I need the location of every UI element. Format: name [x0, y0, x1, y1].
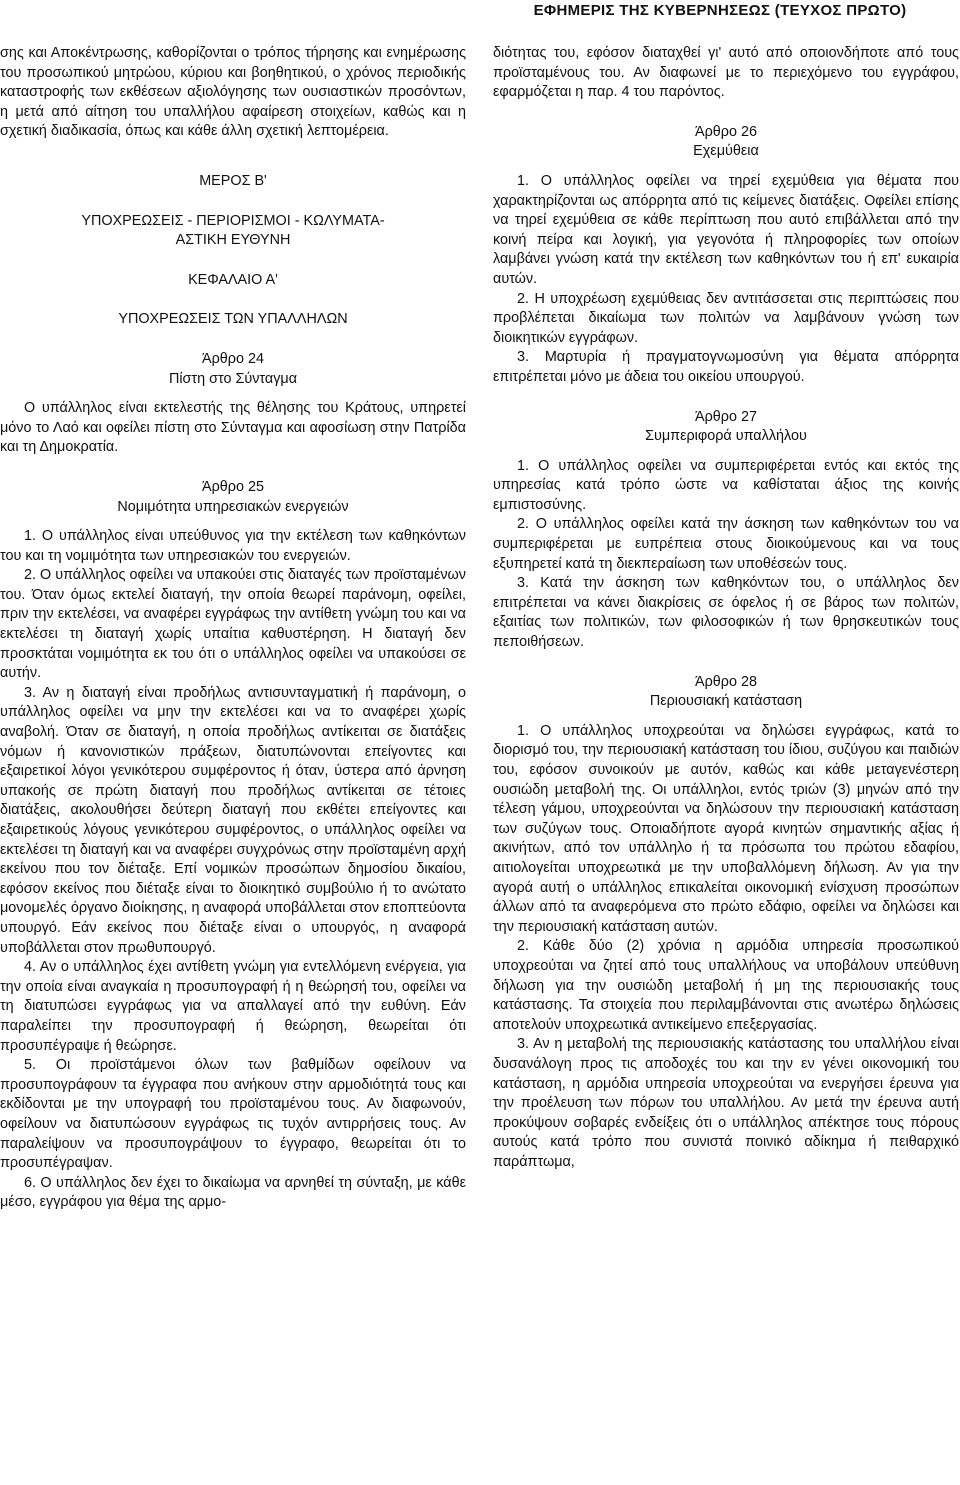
article-25-title: Νομιμότητα υπηρεσιακών ενεργειών — [117, 498, 349, 515]
article-25-paragraph-1: 1. Ο υπάλληλος είναι υπεύθυνος για την εκτέλεση των καθηκόντων του και τη νομιμότητα των υπηρεσιακών του ενεργειών. — [0, 528, 466, 564]
article-25-paragraph-2: 2. Ο υπάλληλος οφείλει να υπακούει στις διαταγές των προϊσταμένων του. Όταν όμως εκτελεί διαταγή, την οποία θεωρεί παράνομη, οφείλει, πριν την εκτελέσει, να αναφέρει εγγράφως την αντίθετη γνώμη του και να εκτελέσει τη διαταγή χωρίς υπαίτια καθυστέρηση. Η διαταγή δεν προσκτάται νομιμότητα εκ του ότι ο υπάλληλος οφείλει να υπακούσει σε αυτήν. — [0, 567, 466, 682]
article-28-number: Άρθρο 28 — [695, 673, 757, 690]
article-24-paragraph-1: Ο υπάλληλος είναι εκτελεστής της θέλησης του Κράτους, υπηρετεί μόνο το Λαό και οφείλει πίστη στο Σύνταγμα και αφοσίωση στην Πατρίδα και τη Δημοκρατία. — [0, 400, 466, 456]
part-title-line-2: ΑΣΤΙΚΗ ΕΥΘΥΝΗ — [175, 232, 291, 249]
article-27-number: Άρθρο 27 — [695, 408, 757, 425]
article-26-paragraph-2: 2. Η υποχρέωση εχεμύθειας δεν αντιτάσσεται στις περιπτώσεις που προβλέπεται δικαίωμα των πολιτών να λαμβάνουν γνώση των διοικητικών εγγράφων. — [493, 290, 959, 346]
article-25-paragraph-4: 4. Αν ο υπάλληλος έχει αντίθετη γνώμη για εντελλόμενη ενέργεια, για την οποία είναι αναγκαία η προσυπογραφή ή η θεώρησή του, οφείλει να τη διατυπώσει εγγράφως για να απαλλαγεί από την ευθύνη. Εάν παραλείπει την προσυπογραφή ή θεώρηση, θεωρείται ότι προσυπέγραψε ή θεώρησε. — [0, 959, 466, 1054]
article-27-paragraph-2: 2. Ο υπάλληλος οφείλει κατά την άσκηση των καθηκόντων του να συμπεριφέρεται με ευπρέπεια στους διοικούμενους και να τους εξυπηρετεί κατά τη διεκπεραίωση των υποθέσεών τους. — [493, 516, 959, 572]
article-24-number: Άρθρο 24 — [202, 350, 264, 367]
article-28-paragraph-2: 2. Κάθε δύο (2) χρόνια η αρμόδια υπηρεσία προσωπικού υποχρεούται να ζητεί από τους υπαλλήλους να υποβάλουν υπεύθυνη δήλωση για την ουσιώδη μεταβολή ή μη της περιουσιακής τους κατάστασης. Τα στοιχεία που περιλαμβάνονται στις ανωτέρω δηλώσεις αποτελούν υποχρεωτικά αντικείμενο επεξεργασίας. — [493, 938, 959, 1033]
article-25-paragraph-3: 3. Αν η διαταγή είναι προδήλως αντισυνταγματική ή παράνομη, ο υπάλληλος οφείλει να μην την εκτελέσει και να το αναφέρει χωρίς αναβολή. Όταν σε διαταγή, η οποία προδήλως αντίκειται σε διατάξεις νόμων ή κανονιστικών πράξεων, διατυπώνονται επείγοντες και εξαιρετικοί λόγοι γενικότερου συμφέροντος ή όταν, ύστερα από άρνηση υπακοής σε πρώτη διαταγή που προδήλως αντίκειται σε τέτοιες διατάξεις, ακολουθήσει δεύτερη διαταγή που εκθέτει επείγοντες και εξαιρετικούς λόγους γενικότερου συμφέροντος, ο υπάλληλος οφείλει να εκτελέσει τη διαταγή και να αναφέρει συγχρόνως στην προϊσταμένη αρχή εκείνου που τον διέταξε. Επί νομικών προσώπων δημοσίου δικαίου, εφόσον εκείνος που διέταξε είναι το διοικητικό συμβούλιο ή το ανώτατο μονομελές όργανο διοίκησης, η αναφορά υποβάλλεται στον εποπτεύοντα υπουργό. Εάν εκείνος που διέταξε είναι ο υπουργός, η αναφορά υποβάλλεται στον πρωθυπουργό. — [0, 684, 466, 956]
right-intro-paragraph: διότητας του, εφόσον διαταχθεί γι' αυτό από οποιονδήποτε από τους προϊσταμένους του. Αν διαφωνεί με το περιεχόμενο του εγγράφου, εφαρμόζεται η παρ. 4 του παρόντος. — [493, 45, 959, 101]
article-27-title: Συμπεριφορά υπαλλήλου — [645, 428, 807, 445]
right-column — [493, 44, 959, 1172]
article-28-title: Περιουσιακή κατάσταση — [649, 693, 803, 710]
article-28-paragraph-3: 3. Αν η μεταβολή της περιουσιακής κατάστασης του υπαλλήλου είναι δυσανάλογη προς τις αποδοχές του και την εν γένει οικονομική του κατάσταση, η αρμόδια υπηρεσία υποχρεούται να ενεργήσει έρευνα για την προέλευση των πόρων του υπαλλήλου. Αν μετά την έρευνα αυτή προκύψουν σοβαρές ενδείξεις ότι ο υπάλληλος απέκτησε τους πόρους αυτούς κατά τρόπο που συνιστά ποινικό αδίκημα ή πειθαρχικό παράπτωμα, — [493, 1036, 959, 1170]
article-26-title: Εχεμύθεια — [693, 143, 759, 160]
article-26-paragraph-1: 1. Ο υπάλληλος οφείλει να τηρεί εχεμύθεια για θέματα που χαρακτηρίζονται ως απόρρητα από τις κείμενες διατάξεις. Οφείλει επίσης να τηρεί εχεμύθεια σε κάθε περίπτωση που αυτό επιβάλλεται από την κοινή πείρα και λογική, για γεγονότα ή πληροφορίες των οποίων λαμβάνει γνώση κατά την εκτέλεση των καθηκόντων του ή επ' ευκαιρία αυτών. — [493, 172, 959, 287]
left-column — [0, 44, 466, 1213]
article-26-paragraph-3: 3. Μαρτυρία ή πραγματογνωμοσύνη για θέματα απόρρητα επιτρέπεται μόνο με άδεια του οικείου υπουργού. — [493, 349, 959, 385]
article-27-paragraph-3: 3. Κατά την άσκηση των καθηκόντων του, ο υπάλληλος δεν επιτρέπεται να κάνει διακρίσεις σε όφελος ή σε βάρος των πολιτών, εξαιτίας των πολιτικών, των φιλοσοφικών ή των θρησκευτικών τους πεποιθήσεων. — [493, 575, 959, 651]
article-28-paragraph-1: 1. Ο υπάλληλος υποχρεούται να δηλώσει εγγράφως, κατά το διορισμό του, την περιουσιακή κατάσταση του ίδιου, συζύγου και παιδιών του, εφόσον συνοικούν με αυτόν, καθώς και κάθε μεταγενέστερη ουσιώδη μεταβολή της. Οι υπάλληλοι, εντός τριών (3) μηνών από την τέλεση γάμου, υποχρεούνται να δηλώσουν την περιουσιακή κατάσταση των συζύγων τους. Οποιαδήποτε αγορά κινητών σημαντικής αξίας ή ακινήτων, από τον υπάλληλο ή τα πρόσωπα του πρώτου εδαφίου, αιτιολογείται υποχρεωτικά με την υποβαλλόμενη δήλωση. Αν για την αγορά αυτή ο υπάλληλος επικαλείται οικονομική ενίσχυση προσώπων άλλων από τα αναφερόμενα στο πρώτο εδάφιο, οφείλει να δηλώσει και την περιουσιακή κατάσταση αυτών. — [493, 722, 959, 935]
chapter-heading: ΚΕΦΑΛΑΙΟ Α' — [188, 271, 278, 288]
article-25-number: Άρθρο 25 — [202, 478, 264, 495]
chapter-title: ΥΠΟΧΡΕΩΣΕΙΣ ΤΩΝ ΥΠΑΛΛΗΛΩΝ — [118, 311, 348, 328]
article-27-paragraph-1: 1. Ο υπάλληλος οφείλει να συμπεριφέρεται εντός και εκτός της υπηρεσίας κατά τρόπο ώστε να καθίσταται άξιος της κοινής εμπιστοσύνης. — [493, 457, 959, 513]
article-24-title: Πίστη στο Σύνταγμα — [168, 370, 298, 387]
article-25-paragraph-5: 5. Οι προϊστάμενοι όλων των βαθμίδων οφείλουν να προσυπογράφουν τα έγγραφα που ανήκουν στην αρμοδιότητά τους και εκδίδονται με την υπογραφή του προϊσταμένου τους. Αν διαφωνούν, οφείλουν να διατυπώσουν εγγράφως τις τυχόν αντιρρήσεις τους. Αν παραλείψουν να προσυπογράψουν το έγγραφο, θεωρείται ότι το προσυπέγραψαν. — [0, 1057, 466, 1172]
running-title: ΕΦΗΜΕΡΙΣ ΤΗΣ ΚΥΒΕΡΝΗΣΕΩΣ (ΤΕΥΧΟΣ ΠΡΩΤΟ) — [533, 2, 907, 19]
article-26-number: Άρθρο 26 — [695, 123, 757, 140]
left-intro-paragraph: σης και Αποκέντρωσης, καθορίζονται ο τρόπος τήρησης και ενημέρωσης του προσωπικού μητρώου, κύριου και βοηθητικού, ο χρόνος περιοδικής καταστροφής των εκθέσεων αξιολόγησης των ουσιαστικών προσόντων, η μετά από αίτηση του υπαλλήλου αφαίρεση στοιχείων, καθώς και η σχετική διαδικασία, όπως και κάθε άλλη σχετική λεπτομέρεια. — [0, 45, 466, 140]
part-title-line-1: ΥΠΟΧΡΕΩΣΕΙΣ - ΠΕΡΙΟΡΙΣΜΟΙ - ΚΩΛΥΜΑΤΑ- — [81, 212, 385, 229]
article-25-paragraph-6: 6. Ο υπάλληλος δεν έχει το δικαίωμα να αρνηθεί τη σύνταξη, με κάθε μέσο, εγγράφου για θέμα της αρμο- — [0, 1174, 466, 1211]
part-heading: ΜΕΡΟΣ Β' — [199, 172, 267, 189]
